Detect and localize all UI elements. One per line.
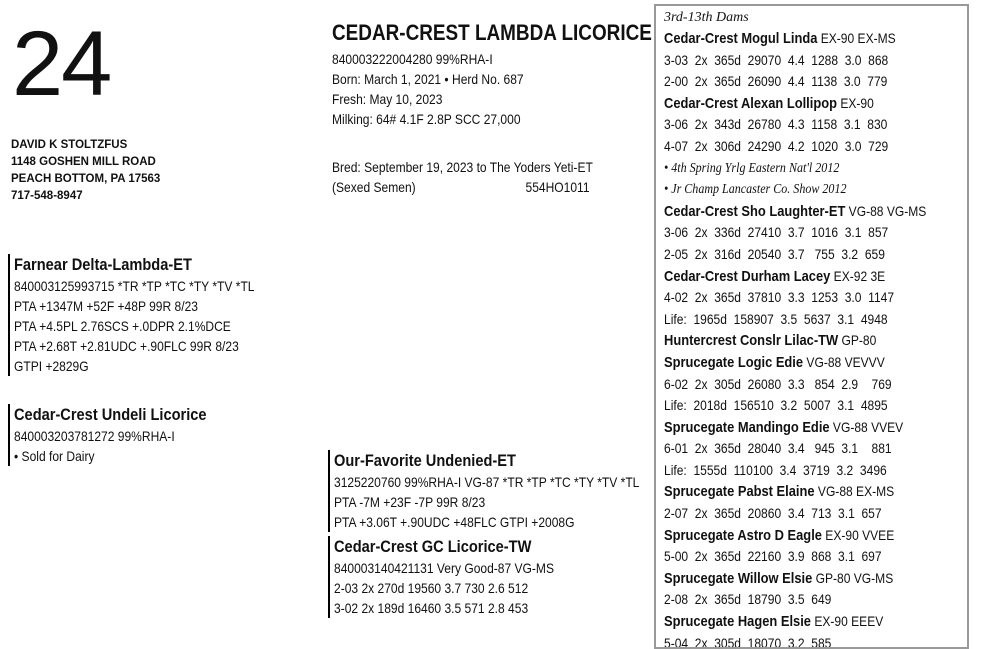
dam-ancestor-name: Cedar-Crest Durham Lacey bbox=[664, 267, 831, 285]
dam-ancestor-score: EX-92 3E bbox=[830, 267, 886, 284]
dam-line: 840003203781272 99%RHA-I bbox=[14, 428, 175, 444]
dam-ancestor-name: Sprucegate Willow Elsie bbox=[664, 569, 813, 587]
dam-production-record: 5-04 2x 305d 18070 3.2 585 bbox=[664, 634, 832, 649]
second-dam-line: 3-02 2x 189d 16460 3.5 571 2.8 453 bbox=[334, 600, 529, 616]
dam-ancestor-row bbox=[664, 481, 922, 503]
dam-ancestor-name: Sprucegate Hagen Elsie bbox=[664, 613, 811, 631]
dam-ancestor-row bbox=[664, 568, 922, 590]
dam-ancestor-score: EX-90 bbox=[836, 94, 874, 111]
dam-ancestor-score: GP-80 bbox=[838, 332, 877, 349]
dam-ancestor-row bbox=[664, 352, 922, 374]
dam-ancestor-score: EX-90 EEEV bbox=[810, 613, 884, 630]
second-sire-line: PTA -7M +23F -7P 99R 8/23 bbox=[334, 494, 486, 510]
dam-name: Cedar-Crest Undeli Licorice bbox=[14, 405, 207, 424]
dam-ancestor-name: Cedar-Crest Alexan Lollipop bbox=[664, 94, 837, 112]
bred-line: Bred: September 19, 2023 to The Yoders Yeti-ET bbox=[332, 159, 593, 175]
dam-production-record: 3-06 2x 343d 26780 4.3 1158 3.1 830 bbox=[664, 116, 888, 133]
dam-ancestor-name: Huntercrest Conslr Lilac-TW bbox=[664, 332, 839, 350]
sire-line: GTPI +2829G bbox=[14, 358, 89, 374]
dam-production-record: 2-00 2x 365d 26090 4.4 1138 3.0 779 bbox=[664, 73, 888, 90]
dam-ancestor-row bbox=[664, 330, 922, 352]
second-sire-block bbox=[328, 450, 689, 532]
dam-ancestor-row bbox=[664, 201, 927, 223]
second-dam-line: 840003140421131 Very Good-87 VG-MS bbox=[334, 560, 554, 576]
dam-ancestor-row bbox=[664, 93, 922, 115]
dam-production-record: 2-07 2x 365d 20860 3.4 713 3.1 657 bbox=[664, 505, 882, 522]
dam-production-record: 3-06 2x 336d 27410 3.7 1016 3.1 857 bbox=[664, 224, 889, 241]
dams-list bbox=[664, 28, 964, 649]
second-dam-line: 2-03 2x 270d 19560 3.7 730 2.6 512 bbox=[334, 580, 529, 596]
dams-box bbox=[654, 4, 969, 649]
dam-production-record: 3-03 2x 365d 29070 4.4 1288 3.0 868 bbox=[664, 51, 889, 68]
dam-ancestor-score: VG-88 VG-MS bbox=[845, 202, 927, 219]
second-sire-name: Our-Favorite Undenied-ET bbox=[334, 451, 516, 470]
dam-ancestor-name: Sprucegate Astro D Eagle bbox=[664, 526, 822, 544]
dams-header: 3rd-13th Dams bbox=[664, 10, 749, 25]
second-sire-line: 3125220760 99%RHA-I VG-87 *TR *TP *TC *TY *TV *TL bbox=[334, 474, 640, 490]
dam-production-record: 2-05 2x 316d 20540 3.7 755 3.2 659 bbox=[664, 245, 885, 262]
birth-date: Born: March 1, 2021 • Herd No. 687 bbox=[332, 71, 524, 87]
sire-block bbox=[8, 254, 294, 376]
sire-line: PTA +1347M +52F +48P 99R 8/23 bbox=[14, 298, 198, 314]
dam-ancestor-row bbox=[664, 525, 922, 547]
sire-line: 840003125993715 *TR *TP *TC *TY *TV *TL bbox=[14, 278, 255, 294]
owner-address-2: PEACH BOTTOM, PA 17563 bbox=[11, 173, 161, 185]
owner-name: DAVID K STOLTZFUS bbox=[11, 139, 128, 151]
dam-ancestor-score: EX-90 EX-MS bbox=[817, 30, 896, 46]
animal-id: 840003222004280 99%RHA-I bbox=[332, 51, 493, 67]
dam-production-record: Life: 1555d 110100 3.4 3719 3.2 3496 bbox=[664, 461, 887, 478]
dam-ancestor-row bbox=[664, 266, 922, 288]
dam-ancestor-name: Cedar-Crest Sho Laughter-ET bbox=[664, 202, 846, 220]
dam-ancestor-row bbox=[664, 28, 922, 50]
dam-production-record: 5-00 2x 365d 22160 3.9 868 3.1 697 bbox=[664, 548, 882, 565]
owner-phone: 717-548-8947 bbox=[11, 190, 83, 202]
dam-award-note: • 4th Spring Yrlg Eastern Nat'l 2012 bbox=[664, 160, 840, 176]
bred-code: 554HO1011 bbox=[525, 179, 590, 195]
sire-line: PTA +4.5PL 2.76SCS +.0DPR 2.1%DCE bbox=[14, 318, 231, 334]
dam-production-record: 4-02 2x 365d 37810 3.3 1253 3.0 1147 bbox=[664, 289, 895, 306]
dam-ancestor-score: GP-80 VG-MS bbox=[812, 569, 894, 586]
dam-production-record: 2-08 2x 365d 18790 3.5 649 bbox=[664, 591, 832, 608]
bred-note: (Sexed Semen) bbox=[332, 179, 416, 195]
owner-address-1: 1148 GOSHEN MILL ROAD bbox=[11, 156, 156, 168]
dam-production-record: Life: 1965d 158907 3.5 5637 3.1 4948 bbox=[664, 310, 888, 327]
dam-ancestor-name: Sprucegate Pabst Elaine bbox=[664, 483, 815, 501]
dam-ancestor-score: VG-88 VVEV bbox=[829, 418, 904, 435]
second-dam-name: Cedar-Crest GC Licorice-TW bbox=[334, 537, 532, 556]
dam-ancestor-name: Sprucegate Mandingo Edie bbox=[664, 418, 830, 436]
dam-ancestor-name: Cedar-Crest Mogul Linda bbox=[664, 30, 818, 47]
dam-production-record: 4-07 2x 306d 24290 4.2 1020 3.0 729 bbox=[664, 137, 889, 154]
dam-production-record: 6-01 2x 365d 28040 3.4 945 3.1 881 bbox=[664, 440, 892, 457]
lot-number: 24 bbox=[12, 13, 111, 115]
dam-ancestor-score: VG-88 VEVVV bbox=[803, 353, 885, 370]
animal-name: CEDAR-CREST LAMBDA LICORICE bbox=[332, 20, 652, 45]
dam-ancestor-row bbox=[664, 611, 922, 633]
second-dam-block bbox=[328, 536, 590, 618]
dam-ancestor-row bbox=[664, 417, 922, 439]
dam-ancestor-score: VG-88 EX-MS bbox=[814, 483, 895, 500]
dam-production-record: 6-02 2x 305d 26080 3.3 854 2.9 769 bbox=[664, 375, 892, 392]
dam-line: • Sold for Dairy bbox=[14, 448, 95, 464]
milking-record: Milking: 64# 4.1F 2.8P SCC 27,000 bbox=[332, 111, 521, 127]
dam-ancestor-score: EX-90 VVEE bbox=[821, 526, 895, 543]
breeding-info bbox=[332, 157, 593, 197]
owner-block bbox=[11, 137, 160, 205]
dam-block bbox=[8, 404, 238, 466]
dam-award-note: • Jr Champ Lancaster Co. Show 2012 bbox=[664, 182, 847, 198]
animal-info bbox=[332, 49, 524, 129]
fresh-date: Fresh: May 10, 2023 bbox=[332, 91, 443, 107]
dam-ancestor-name: Sprucegate Logic Edie bbox=[664, 353, 804, 371]
sire-name: Farnear Delta-Lambda-ET bbox=[14, 255, 192, 274]
dam-production-record: Life: 2018d 156510 3.2 5007 3.1 4895 bbox=[664, 397, 888, 414]
sire-line: PTA +2.68T +2.81UDC +.90FLC 99R 8/23 bbox=[14, 338, 239, 354]
second-sire-line: PTA +3.06T +.90UDC +48FLC GTPI +2008G bbox=[334, 514, 575, 530]
